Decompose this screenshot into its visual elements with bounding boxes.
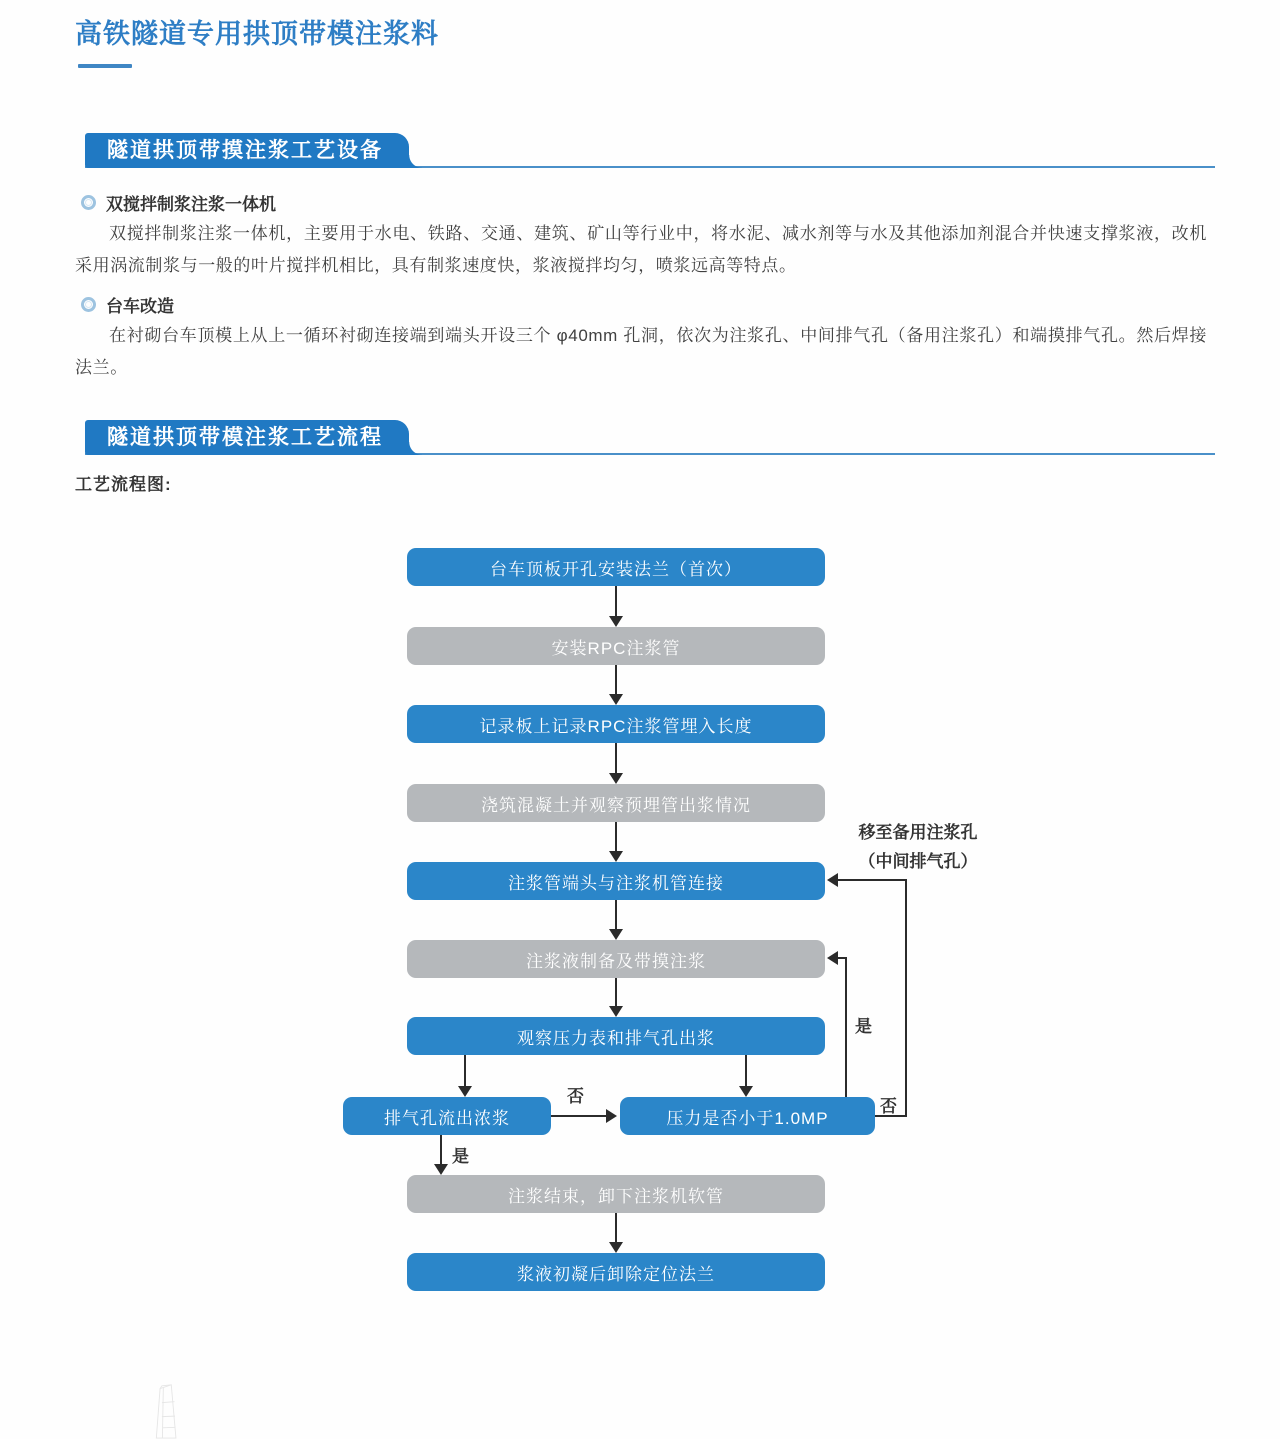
feedback-annotation-line1: 移至备用注浆孔 [858, 823, 978, 842]
flow-node-pressure-check: 压力是否小于1.0MP [620, 1097, 875, 1135]
flowchart-caption: 工艺流程图: [75, 475, 172, 494]
ring-bullet-icon [81, 195, 96, 210]
arrowhead-icon [458, 1086, 472, 1097]
flow-node-observe-gauge: 观察压力表和排气孔出浆 [407, 1017, 825, 1055]
section-banner-equipment [85, 133, 1215, 168]
arrow-n5-n6 [615, 900, 617, 929]
arrow-n7-n8 [464, 1055, 466, 1086]
feedback-label-no: 否 [880, 1097, 897, 1116]
paragraph-mixer: 双搅拌制浆注浆一体机，主要用于水电、铁路、交通、建筑、矿山等行业中，将水泥、减水剂等与水及其他添加剂混合并快速支撑浆液，改机采用涡流制浆与一般的叶片搅拌机相比，具有制浆速度快，浆液搅拌均匀，喷浆远高等特点。 [75, 224, 1207, 275]
arrowhead-icon [434, 1164, 448, 1175]
list-item-heading: 双搅拌制浆注浆一体机 [106, 194, 276, 214]
title-underline [78, 64, 132, 68]
arrowhead-icon [827, 951, 838, 965]
feedback-n9-n6-horizontal [838, 957, 847, 959]
arrow-n8-n10 [440, 1135, 442, 1164]
page-title: 高铁隧道专用拱顶带模注浆料 [75, 19, 439, 49]
section-banner-process [85, 420, 1215, 455]
arrowhead-icon [609, 616, 623, 627]
feedback-n9-n5-vertical [905, 879, 907, 1117]
section-equipment-body [75, 180, 1207, 384]
ring-bullet-icon [81, 297, 96, 312]
arrow-n4-n5 [615, 822, 617, 851]
arrowhead-icon [609, 694, 623, 705]
arrow-n8-n9 [551, 1115, 608, 1117]
arrowhead-icon [609, 1242, 623, 1253]
flow-node-vent-thick-grout: 排气孔流出浓浆 [343, 1097, 551, 1135]
branch-label-yes: 是 [452, 1147, 469, 1166]
arrowhead-icon [606, 1109, 617, 1123]
arrow-n3-n4 [615, 743, 617, 773]
flow-node-connect-pipe: 注浆管端头与注浆机管连接 [407, 862, 825, 900]
arrow-n10-n11 [615, 1213, 617, 1242]
arrowhead-icon [827, 873, 838, 887]
arrowhead-icon [609, 1006, 623, 1017]
section-banner-process-label: 隧道拱顶带模注浆工艺流程 [85, 420, 409, 455]
branch-label-no: 否 [567, 1087, 584, 1106]
arrow-n6-n7 [615, 978, 617, 1006]
flow-node-remove-flange: 浆液初凝后卸除定位法兰 [407, 1253, 825, 1291]
feedback-annotation [843, 818, 993, 876]
flow-node-finish-grouting: 注浆结束，卸下注浆机软管 [407, 1175, 825, 1213]
building-watermark-icon [133, 1383, 203, 1439]
arrow-n2-n3 [615, 665, 617, 694]
arrowhead-icon [609, 851, 623, 862]
flow-node-prepare-grout: 注浆液制备及带摸注浆 [407, 940, 825, 978]
list-item-trolley [75, 288, 1207, 320]
feedback-n9-n6-vertical [845, 958, 847, 1097]
flow-node-pour-concrete: 浇筑混凝土并观察预埋管出浆情况 [407, 784, 825, 822]
paragraph-trolley: 在衬砌台车顶模上从上一循环衬砌连接端到端头开设三个 φ40mm 孔洞，依次为注浆孔、中间排气孔（备用注浆孔）和端摸排气孔。然后焊接法兰。 [75, 326, 1207, 377]
list-item-mixer [75, 186, 1207, 218]
feedback-n9-n5-top [838, 879, 907, 881]
section-banner-equipment-label: 隧道拱顶带摸注浆工艺设备 [85, 133, 409, 168]
arrowhead-icon [609, 929, 623, 940]
arrow-n7-n9 [745, 1055, 747, 1086]
arrowhead-icon [739, 1086, 753, 1097]
flow-node-install-flange: 台车顶板开孔安装法兰（首次） [407, 548, 825, 586]
flow-node-install-rpc-pipe: 安装RPC注浆管 [407, 627, 825, 665]
feedback-annotation-line2: （中间排气孔） [858, 852, 978, 871]
arrow-n1-n2 [615, 586, 617, 616]
arrowhead-icon [609, 773, 623, 784]
list-item-heading: 台车改造 [106, 296, 174, 316]
feedback-label-yes: 是 [855, 1017, 872, 1036]
flow-node-record-length: 记录板上记录RPC注浆管埋入长度 [407, 705, 825, 743]
